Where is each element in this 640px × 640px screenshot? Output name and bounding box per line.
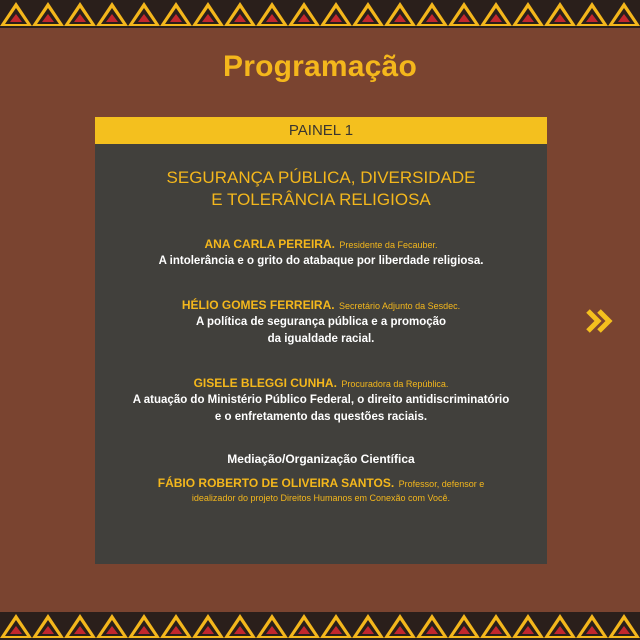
- mediation-label: Mediação/Organização Científica: [227, 452, 415, 466]
- mediator-role-line1: Professor, defensor e: [398, 479, 485, 489]
- mediation-section: [95, 452, 547, 505]
- speaker-role: Secretário Adjunto da Sesdec.: [339, 301, 461, 311]
- mediator: [95, 476, 547, 505]
- talk-title-line1: A atuação do Ministério Público Federal, o direito antidiscriminatório: [132, 394, 510, 406]
- tribal-pattern-top: [0, 0, 640, 28]
- talk-title-line1: A política de segurança pública e a promoção: [195, 316, 447, 328]
- talk-title: A intolerância e o grito do atabaque por liberdade religiosa.: [158, 255, 484, 267]
- panel-title: [95, 167, 547, 211]
- speaker-role: Procuradora da República.: [341, 379, 449, 389]
- tribal-pattern-bottom: [0, 612, 640, 640]
- panel-title-line1: SEGURANÇA PÚBLICA, DIVERSIDADE: [166, 168, 476, 187]
- speaker-name: GISELE BLEGGI CUNHA.: [193, 376, 337, 390]
- next-slide-button[interactable]: [585, 309, 615, 333]
- bottom-decorative-border: [0, 612, 640, 640]
- top-decorative-border: [0, 0, 640, 28]
- speaker-entry-1: [95, 235, 547, 270]
- speaker-name: HÉLIO GOMES FERREIRA.: [181, 298, 335, 312]
- program-panel: [95, 117, 547, 564]
- page-title: Programação: [223, 50, 417, 83]
- speaker-name: ANA CARLA PEREIRA.: [204, 237, 335, 251]
- talk-title-line2: da igualdade racial.: [267, 333, 375, 345]
- panel-title-line2: E TOLERÂNCIA RELIGIOSA: [211, 190, 431, 209]
- speaker-entry-3: [95, 374, 547, 426]
- speaker-entry-2: [95, 296, 547, 348]
- mediator-role-line2: idealizador do projeto Direitos Humanos em Conexão com Você.: [191, 493, 451, 503]
- mediator-name: FÁBIO ROBERTO DE OLIVEIRA SANTOS.: [157, 476, 395, 490]
- double-chevron-right-icon: [585, 309, 615, 333]
- panel-label: PAINEL 1: [95, 117, 547, 144]
- talk-title-line2: e o enfretamento das questões raciais.: [214, 411, 428, 423]
- speaker-role: Presidente da Fecauber.: [339, 240, 438, 250]
